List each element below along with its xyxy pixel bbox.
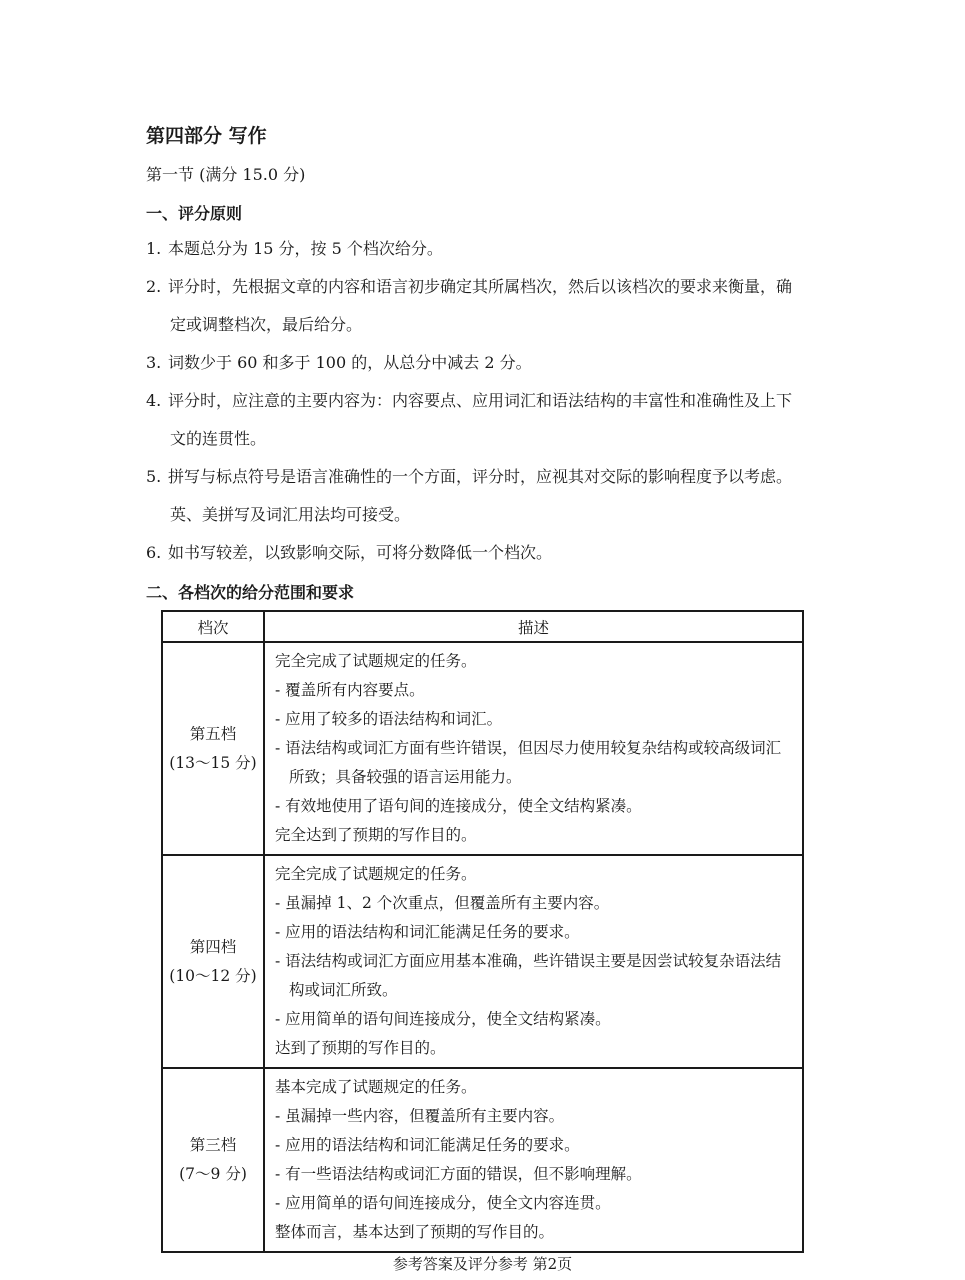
- level-range: (7～9 分): [179, 1165, 247, 1183]
- rule-number: 3.: [146, 353, 162, 372]
- rule-continuation: 文的连贯性。: [170, 429, 267, 448]
- rule-item: [146, 268, 826, 344]
- level-name: 第四档: [189, 937, 237, 956]
- level-cell: [162, 642, 264, 855]
- rule-text: 如书写较差，以致影响交际，可将分数降低一个档次。: [168, 543, 553, 562]
- rule-number: 4.: [146, 391, 162, 410]
- rule-number: 1.: [146, 239, 162, 258]
- description-line: - 应用的语法结构和词汇能满足任务的要求。: [275, 1136, 580, 1154]
- level-cell: [162, 855, 264, 1068]
- description-line: - 有一些语法结构或词汇方面的错误，但不影响理解。: [275, 1165, 642, 1183]
- section-title: 第四部分 写作: [146, 125, 267, 147]
- level-name: 第五档: [189, 724, 237, 743]
- header-level: 档次: [162, 611, 264, 642]
- table-row: [162, 642, 803, 855]
- description-line: - 有效地使用了语句间的连接成分，使全文结构紧凑。: [275, 797, 642, 815]
- description-cell: [264, 855, 803, 1068]
- level-cell: [162, 1068, 264, 1252]
- rule-continuation: 定或调整档次，最后给分。: [170, 315, 363, 334]
- description-line: - 应用简单的语句间连接成分，使全文内容连贯。: [275, 1194, 611, 1212]
- subsection-title: 第一节 (满分 15.0 分): [146, 165, 306, 184]
- rule-text: 拼写与标点符号是语言准确性的一个方面，评分时，应视其对交际的影响程度予以考虑。: [168, 467, 793, 486]
- description-line: - 语法结构或词汇方面有些许错误，但因尽力使用较复杂结构或较高级词汇所致；具备较强的语言运用能力。: [275, 739, 782, 786]
- rule-item: [146, 458, 826, 534]
- description-line: - 应用的语法结构和词汇能满足任务的要求。: [275, 923, 580, 941]
- description-line: - 语法结构或词汇方面应用基本准确，些许错误主要是因尝试较复杂语法结构或词汇所致。: [275, 952, 782, 999]
- description-line: - 虽漏掉一些内容，但覆盖所有主要内容。: [275, 1107, 565, 1125]
- description-line: - 覆盖所有内容要点。: [275, 681, 425, 699]
- description-line: 整体而言，基本达到了预期的写作目的。: [275, 1223, 555, 1241]
- description-cell: [264, 1068, 803, 1252]
- principles-heading: 一、评分原则: [146, 204, 243, 223]
- description-line: 完全完成了试题规定的任务。: [275, 652, 477, 670]
- description-line: - 应用简单的语句间连接成分，使全文结构紧凑。: [275, 1010, 611, 1028]
- table-row: [162, 855, 803, 1068]
- description-line: 完全完成了试题规定的任务。: [275, 865, 477, 883]
- rule-item: [146, 382, 826, 458]
- level-range: (10～12 分): [169, 966, 257, 985]
- scoring-levels-table: [161, 610, 804, 1253]
- description-line: 基本完成了试题规定的任务。: [275, 1078, 477, 1096]
- page-footer: 参考答案及评分参考 第2页: [392, 1255, 573, 1273]
- level-name: 第三档: [189, 1136, 237, 1154]
- rule-number: 2.: [146, 277, 162, 296]
- rule-text: 评分时，先根据文章的内容和语言初步确定其所属档次，然后以该档次的要求来衡量，确: [168, 277, 793, 296]
- rule-item: [146, 344, 826, 382]
- rule-text: 评分时，应注意的主要内容为：内容要点、应用词汇和语法结构的丰富性和准确性及上下: [168, 391, 793, 410]
- description-cell: [264, 642, 803, 855]
- description-line: 达到了预期的写作目的。: [275, 1039, 446, 1057]
- rule-text: 本题总分为 15 分，按 5 个档次给分。: [168, 239, 443, 258]
- rule-continuation: 英、美拼写及词汇用法均可接受。: [170, 505, 411, 524]
- description-line: 完全达到了预期的写作目的。: [275, 826, 477, 844]
- table-header-row: [162, 611, 803, 642]
- level-range: (13～15 分): [169, 753, 257, 772]
- header-description: 描述: [264, 611, 803, 642]
- table-row: [162, 1068, 803, 1252]
- description-line: - 虽漏掉 1、2 个次重点，但覆盖所有主要内容。: [275, 894, 610, 912]
- rule-text: 词数少于 60 和多于 100 的，从总分中减去 2 分。: [168, 353, 532, 372]
- rule-item: [146, 230, 826, 268]
- rule-item: [146, 534, 826, 572]
- levels-heading: 二、各档次的给分范围和要求: [146, 583, 355, 602]
- rule-number: 6.: [146, 543, 162, 562]
- description-line: - 应用了较多的语法结构和词汇。: [275, 710, 503, 728]
- rule-number: 5.: [146, 467, 162, 486]
